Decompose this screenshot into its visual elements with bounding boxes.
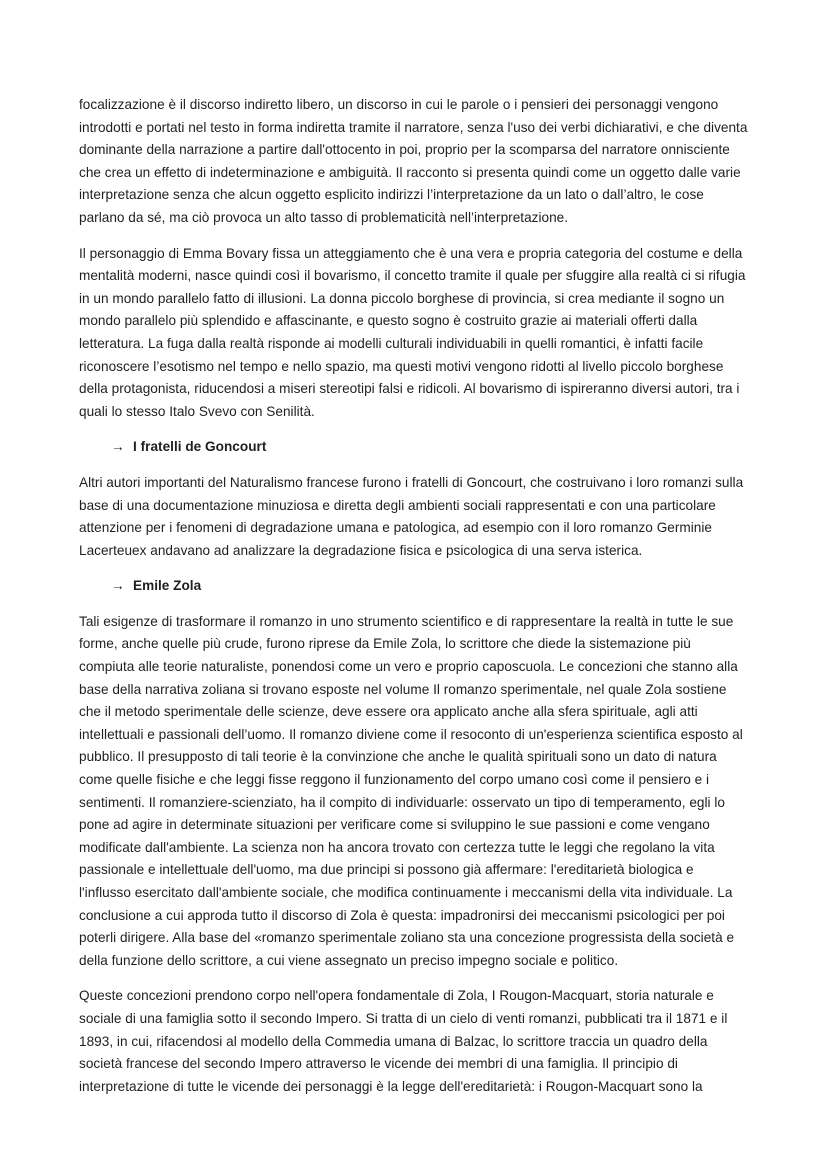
arrow-icon: → — [111, 578, 125, 594]
section-heading-zola — [79, 575, 749, 598]
section-heading-goncourt — [79, 436, 749, 459]
paragraph-zola-theory: Tali esigenze di trasformare il romanzo in uno strumento scientifico e di rappresentare la realtà in tutte le sue forme, anche quelle più crude, furono riprese da Emile Zola, lo scrittore che diede la sistemazione più compiuta alle teorie naturaliste, ponendosi come un vero e proprio caposcuola. Le concezioni che stanno alla base della narrativa zoliana si trovano esposte nel volume Il romanzo sperimentale, nel quale Zola sostiene che il metodo sperimentale delle scienze, deve essere ora applicato anche alla sfera spirituale, agli atti intellettuali e passionali dell’uomo. Il romanzo diviene come il resoconto di un'esperienza scientifica esposto al pubblico. Il presupposto di tali teorie è la convinzione che anche le qualità spirituali sono un dato di natura come quelle fisiche e che leggi fisse reggono il funzionamento del corpo umano così come il pensiero e i sentimenti. Il romanziere-scienziato, ha il compito di individuarle: osservato un tipo di temperamento, egli lo pone ad agire in determinate situazioni per verificare come si sviluppino le sue passioni e come vengano modificate dall'ambiente. La scienza non ha ancora trovato con certezza tutte le leggi che regolano la vita passionale e intellettuale dell'uomo, ma due principi si possono già affermare: l'ereditarietà biologica e l'influsso esercitato dall'ambiente sociale, che modifica continuamente i meccanismi della vita individuale. La conclusione a cui approda tutto il discorso di Zola è questa: impadronirsi dei meccanismi psicologici per poi poterli dirigere. Alla base del «romanzo sperimentale zoliano sta una concezione progressista della società e della funzione dello scrittore, a cui viene assegnato un preciso impegno sociale e politico. — [79, 613, 743, 968]
paragraph-goncourt: Altri autori importanti del Naturalismo francese furono i fratelli di Goncourt, che costruivano i loro romanzi sulla base di una documentazione minuziosa e diretta degli ambienti sociali rappresentati e con una particolare attenzione per i fenomeni di degradazione umana e patologica, ad esempio con il loro romanzo Germinie Lacerteuex andavano ad analizzare la degradazione fisica e psicologica di una serva isterica. — [79, 474, 744, 558]
section-heading-zola-label: Emile Zola — [133, 578, 202, 594]
paragraph-rougon-macquart: Queste concezioni prendono corpo nell'opera fondamentale di Zola, I Rougon-Macquart, storia naturale e sociale di una famiglia sotto il secondo Impero. Si tratta di un cielo di venti romanzi, pubblicati tra il 1871 e il 1893, in cui, rifacendosi al modello della Commedia umana di Balzac, lo scrittore traccia un quadro della società francese del secondo Impero attraverso le vicende dei membri di una famiglia. Il principio di interpretazione di tutte le vicende dei personaggi è la legge dell'ereditarietà: i Rougon-Macquart sono la — [79, 988, 728, 1094]
section-heading-goncourt-label: I fratelli de Goncourt — [133, 439, 267, 455]
paragraph-bovarism: Il personaggio di Emma Bovary fissa un atteggiamento che è una vera e propria categoria del costume e della mentalità moderni, nasce quindi così il bovarismo, il concetto tramite il quale per sfuggire alla realtà ci si rifugia in un mondo parallelo fatto di illusioni. La donna piccolo borghese di provincia, si crea mediante il sogno un mondo parallelo più splendido e affascinante, e questo sogno è costruito grazie ai materiali offerti dalla letteratura. La fuga dalla realtà risponde ai modelli culturali individuabili in quelli romantici, è infatti facile riconoscere l’esotismo nel tempo e nello spazio, ma questi motivi vengono ridotti al livello piccolo borghese della protagonista, riducendosi a miseri stereotipi falsi e ridicoli. Al bovarismo di ispireranno diversi autori, tra i quali lo stesso Italo Svevo con Senilità. — [79, 245, 746, 419]
arrow-icon: → — [111, 439, 125, 455]
document-page — [79, 94, 749, 1111]
paragraph-free-indirect-discourse: focalizzazione è il discorso indiretto libero, un discorso in cui le parole o i pensieri dei personaggi vengono introdotti e portati nel testo in forma indiretta tramite il narratore, senza l'uso dei verbi dichiarativi, e che diventa dominante della narrazione a partire dall'ottocento in poi, proprio per la scomparsa del narratore onnisciente che crea un effetto di indeterminazione e ambiguità. Il racconto si presenta quindi come un oggetto dalle varie interpretazione senza che alcun oggetto esplicito indirizzi l’interpretazione da un lato o dall’altro, le cose parlano da sé, ma ciò provoca un alto tasso di problematicità nell’interpretazione. — [79, 97, 748, 225]
